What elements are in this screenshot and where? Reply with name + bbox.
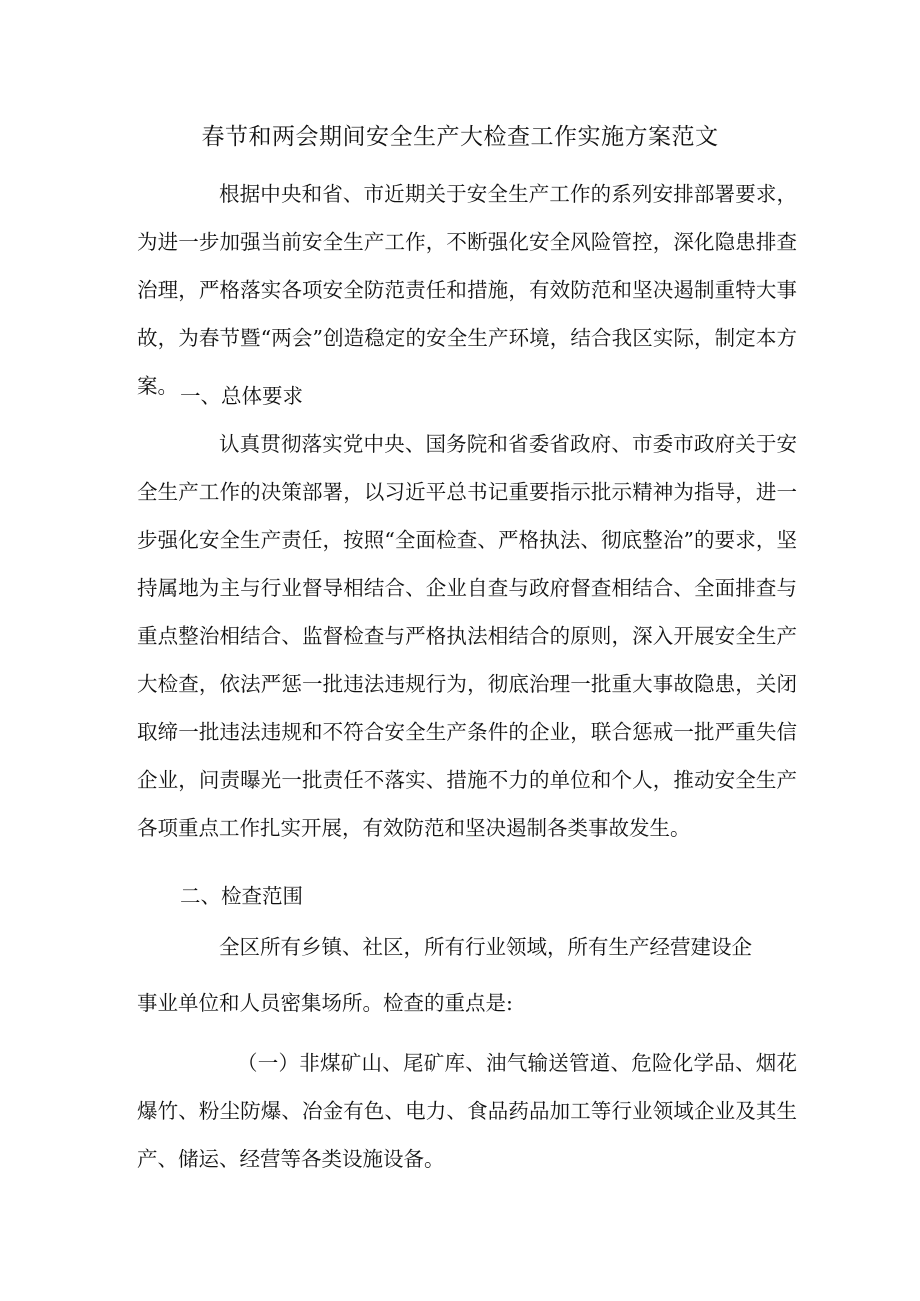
section1-heading: 一、总体要求 bbox=[180, 384, 303, 408]
section1-body: 认真贯彻落实党中央、国务院和省委省政府、市委市政府关于安全生产工作的决策部署，以习近平总书记重要指示批示精神为指导，进一步强化安全生产责任，按照“全面检查、严格执法、彻底整治”的要求，坚持属地为主与行业督导相结合、企业自查与政府督查相结合、全面排查与重点整治相结合、监督检查与严格执法相结合的原则，深入开展安全生产大检查，依法严惩一批违法违规行为，彻底治理一批重大事故隐患，关闭取缔一批违法违规和不符合安全生产条件的企业，联合惩戒一批严重失信企业，问责曝光一批责任不落实、措施不力的单位和个人，推动安全生产各项重点工作扎实开展，有效防范和坚决遏制各类事故发生。 bbox=[137, 432, 797, 840]
intro-paragraph: 根据中央和省、市近期关于安全生产工作的系列安排部署要求，为进一步加强当前安全生产工作，不断强化安全风险管控，深化隐患排查治理，严格落实各项安全防范责任和措施，有效防范和坚决遏制重特大事故，为春节暨“两会”创造稳定的安全生产环境，结合我区实际，制定本方案。 bbox=[137, 182, 797, 398]
section2-line1: 全区所有乡镇、社区，所有行业领域，所有生产经营建设企 bbox=[219, 935, 752, 959]
document-title: 春节和两会期间安全生产大检查工作实施方案范文 bbox=[201, 124, 719, 150]
section2-line2: 事业单位和人员密集场所。检查的重点是: bbox=[137, 991, 513, 1015]
section2-item1: （一）非煤矿山、尾矿库、油气输送管道、危险化学品、烟花爆竹、粉尘防爆、冶金有色、电力、食品药品加工等行业领域企业及其生产、储运、经营等各类设施设备。 bbox=[137, 1051, 797, 1171]
section2-heading: 二、检查范围 bbox=[180, 884, 303, 908]
